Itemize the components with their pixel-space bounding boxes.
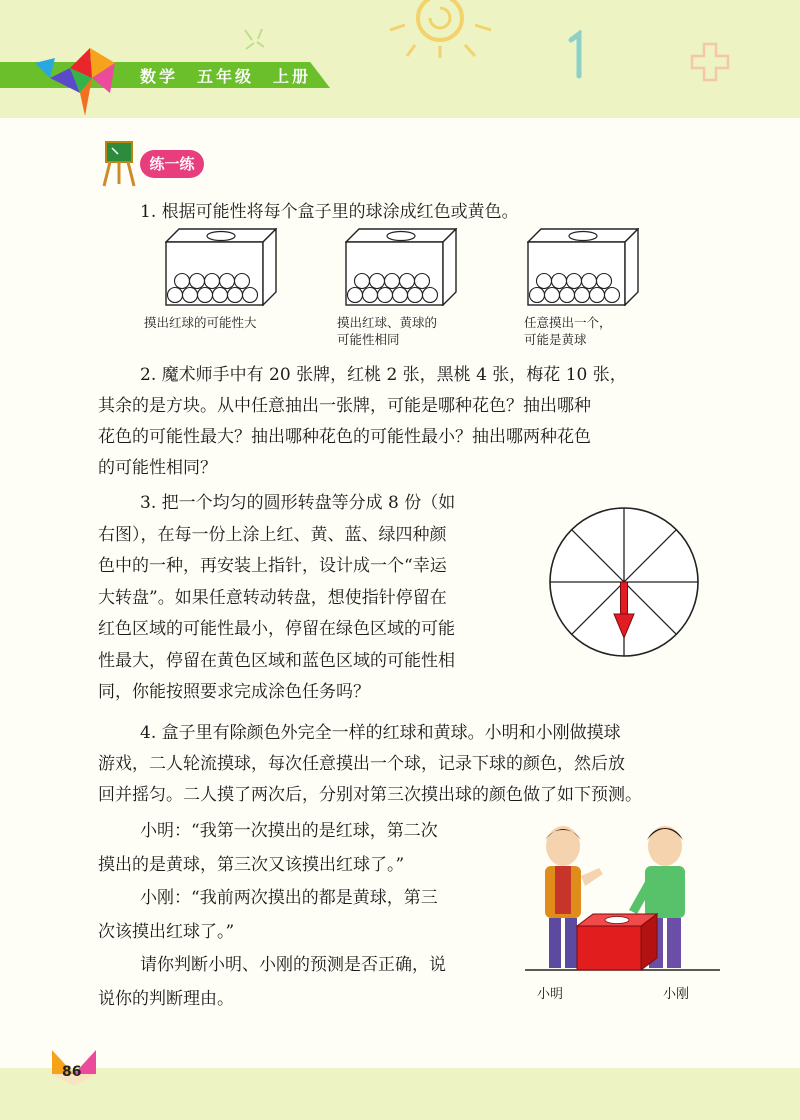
q2-line: 的可能性相同？ (98, 458, 217, 478)
ball-box-2 (345, 228, 457, 306)
dialog-line: 小刚：“我前两次摸出的都是黄球，第三 (140, 888, 438, 908)
ball-box-1 (165, 228, 277, 306)
q2-line: 2. 魔术师手中有 20 张牌，红桃 2 张，黑桃 4 张，梅花 10 张， (140, 365, 627, 385)
q3-line: 性最大，停留在黄色区域和蓝色区域的可能性相 (98, 650, 455, 671)
box-2-caption (337, 314, 437, 348)
question-2-text (98, 360, 738, 484)
q3-line: 大转盘”。如果任意转动转盘，想使指针停留在 (98, 587, 447, 608)
dialog-line: 请你判断小明、小刚的预测是否正确，说 (140, 955, 446, 975)
spinner-wheel (548, 506, 700, 658)
caption-line: 任意摸出一个， (524, 315, 612, 330)
q3-line: 3. 把一个均匀的圆形转盘等分成 8 份（如 (140, 493, 456, 513)
question-1-text: 1. 根据可能性将每个盒子里的球涂成红色或黄色。 (140, 202, 519, 222)
caption-line: 可能性相同 (337, 332, 400, 347)
tangram-logo-icon (30, 38, 130, 118)
caption-line: 摸出红球的可能性大 (144, 315, 257, 330)
sparkle-doodle-icon (240, 25, 270, 55)
ball-box-3 (527, 228, 639, 306)
caption-line: 摸出红球、黄球的 (337, 315, 438, 330)
page-number: 86 (62, 1064, 82, 1080)
dialog-line: 次该摸出红球了。” (98, 921, 235, 942)
dialog-line: 摸出的是黄球，第三次又该摸出红球了。” (98, 854, 405, 875)
box-3-caption (524, 314, 612, 348)
plus-doodle-icon (690, 42, 730, 82)
dialog-line: 小明：“我第一次摸出的是红球，第二次 (140, 821, 438, 841)
box-1-caption (144, 314, 257, 331)
q2-line: 花色的可能性最大？抽出哪种花色的可能性最小？抽出哪两种花色 (98, 427, 591, 447)
q4-line: 回并摇匀。二人摸了两次后，分别对第三次摸出球的颜色做了如下预测。 (98, 785, 642, 805)
children-with-box-illustration (525, 818, 720, 978)
easel-icon (98, 138, 142, 188)
red-ball-box (577, 914, 657, 970)
q4-line: 4. 盒子里有除颜色外完全一样的红球和黄球。小明和小刚做摸球 (140, 723, 621, 743)
q2-line: 其余的是方块。从中任意抽出一张牌，可能是哪种花色？抽出哪种 (98, 396, 591, 416)
dialog-line: 说你的判断理由。 (98, 988, 234, 1009)
book-title: 数学 五年级 上册 (140, 67, 312, 86)
figure-label-xiaoming: 小明 (537, 987, 564, 1002)
question-4-text (98, 718, 748, 811)
figure-label-xiaogang: 小刚 (663, 987, 690, 1002)
q3-line: 红色区域的可能性最小，停留在绿色区域的可能 (98, 619, 455, 639)
question-3-text (98, 488, 548, 709)
q4-line: 游戏，二人轮流摸球，每次任意摸出一个球，记录下球的颜色，然后放 (98, 754, 625, 774)
sun-doodle-icon (385, 0, 495, 60)
q3-line: 色中的一种，再安装上指针，设计成一个“幸运 (98, 556, 447, 576)
bottom-decor-band (0, 1068, 800, 1120)
q3-line: 同，你能按照要求完成涂色任务吗？ (98, 682, 370, 702)
question-4-dialog (98, 815, 528, 1016)
caption-line: 可能是黄球 (524, 332, 587, 347)
practice-badge: 练一练 (140, 150, 204, 178)
number-one-doodle-icon (565, 30, 589, 80)
q3-line: 右图），在每一份上涂上红、黄、蓝、绿四种颜 (98, 524, 447, 545)
